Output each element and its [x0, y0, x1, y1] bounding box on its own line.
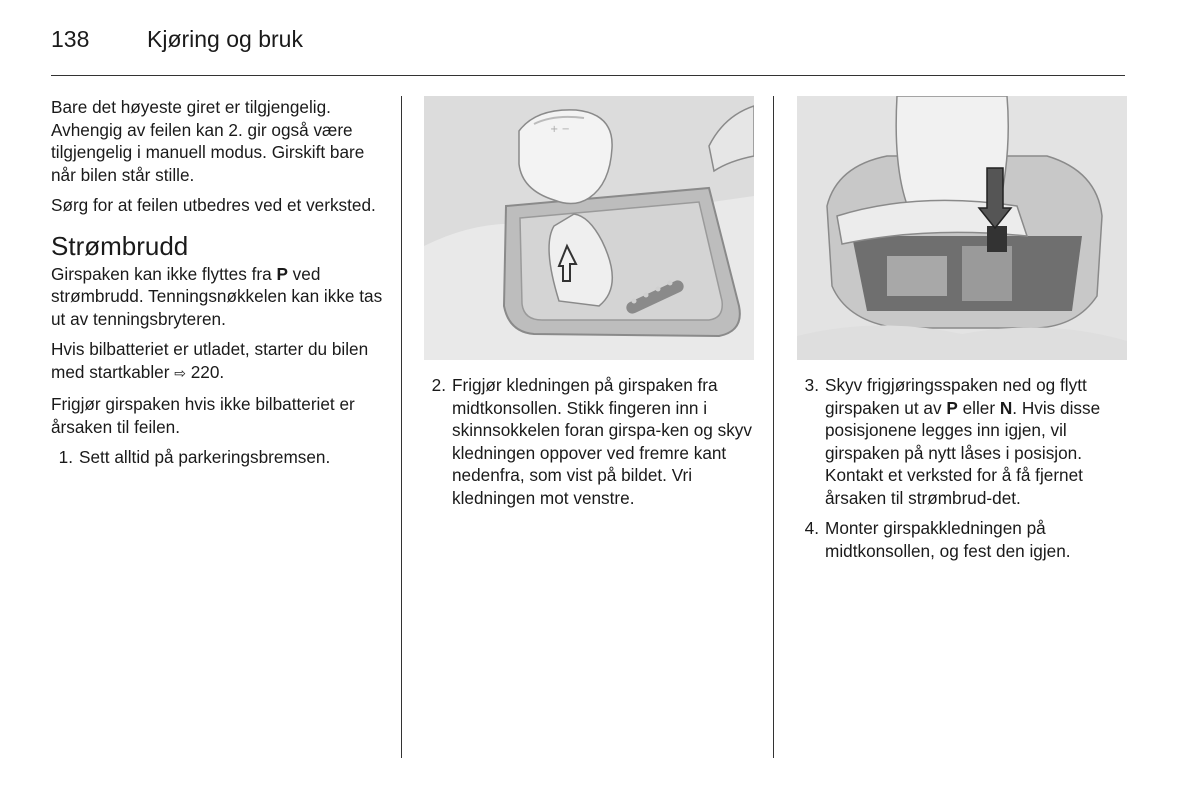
paragraph: [51, 338, 386, 385]
text: Girspaken kan ikke flyttes fra: [51, 263, 277, 284]
paragraph: [51, 263, 386, 331]
svg-text:+ −: + −: [550, 124, 570, 135]
text: ved strømbrudd. Tenningsnøkkelen kan ikke tas ut av tenningsbryteren.: [51, 263, 383, 329]
list-item: [424, 374, 754, 509]
header-rule: [51, 75, 1125, 76]
list-item: [797, 517, 1127, 562]
release-lever-illustration: [797, 96, 1127, 360]
text: Skyv frigjøringsspaken ned og flytt girspaken ut av: [825, 375, 1087, 418]
paragraph: Frigjør girspaken hvis ikke bilbatteriet er årsaken til feilen.: [51, 394, 355, 437]
column-divider-2: [773, 96, 774, 758]
step-text: Sett alltid på parkeringsbremsen.: [79, 447, 331, 467]
step-number: 4.: [804, 518, 819, 538]
column-2: [424, 96, 754, 517]
gear-label: P: [276, 263, 288, 284]
step-number: 2.: [431, 375, 446, 395]
section-heading: Strømbrudd: [51, 230, 189, 261]
step-number: 3.: [804, 375, 819, 395]
text: . Hvis disse posisjonene legges inn igjen, vil girspaken på nytt låses i posisjon. Kontakt et verksted for å få fjernet årsaken til strømbrud-det.: [825, 397, 1101, 508]
paragraph: Bare det høyeste giret er tilgjengelig. Avhengig av feilen kan 2. gir også være tilgjengelig i manuell modus. Girskift bare når bilen står stille.: [51, 97, 365, 185]
column-3: [797, 96, 1127, 570]
list-item: [797, 374, 1127, 509]
step-text: [825, 374, 1127, 509]
gear-lever-cover-illustration: [424, 96, 754, 360]
step-number: 1.: [58, 447, 73, 467]
step-text: Monter girspakkledningen på midtkonsollen, og fest den igjen.: [825, 518, 1071, 561]
list-item: [51, 446, 386, 469]
column-1: [51, 96, 386, 477]
gear-label: P: [946, 397, 958, 418]
gear-label: N: [999, 397, 1013, 418]
page-reference-arrow-icon: ⇨: [174, 365, 186, 382]
page-header: [51, 26, 303, 56]
column-divider-1: [401, 96, 402, 758]
paragraph: Sørg for at feilen utbedres ved et verksted.: [51, 195, 376, 215]
page-reference: 220.: [185, 361, 225, 382]
step-text: Frigjør kledningen på girspaken fra midtkonsollen. Stikk fingeren inn i skinnsokkelen foran girspa-ken og skyv kledningen oppover ved fremre kant nedenfra, som vist på bildet. Vri kledningen mot venstre.: [452, 375, 752, 508]
page-number: 138: [51, 26, 90, 52]
text: eller: [957, 397, 1000, 418]
section-title: Kjøring og bruk: [147, 26, 303, 52]
text: Hvis bilbatteriet er utladet, starter du bilen med startkabler: [51, 339, 369, 382]
